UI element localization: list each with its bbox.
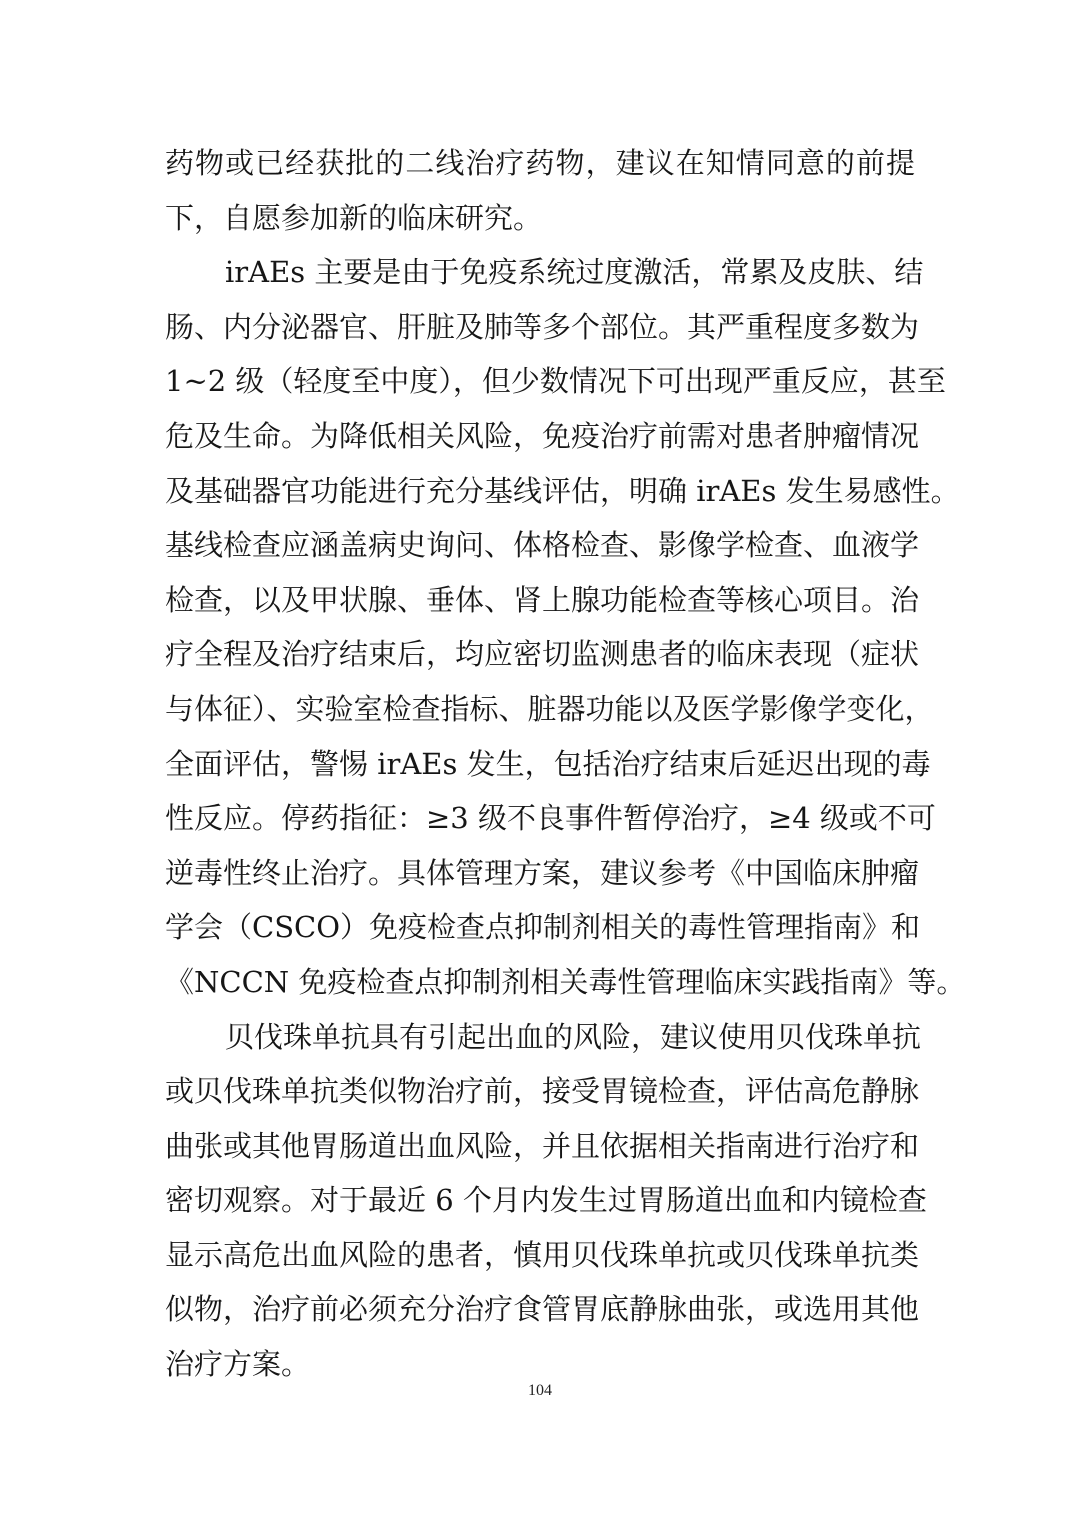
- text-line: 药物或已经获批的二线治疗药物，建议在知情同意的前提: [165, 146, 915, 180]
- body-text: [165, 136, 966, 1392]
- text-line: 下，自愿参加新的临床研究。: [165, 200, 543, 235]
- text-line: 全面评估，警惕 irAEs 发生，包括治疗结束后延迟出现的毒: [165, 746, 931, 781]
- text-line: 密切观察。对于最近 6 个月内发生过胃肠道出血和内镜检查: [165, 1183, 927, 1218]
- text-line: 与体征）、实验室检查指标、脏器功能以及医学影像学变化，: [165, 691, 934, 726]
- text-line: 危及生命。为降低相关风险，免疫治疗前需对患者肿瘤情况: [165, 418, 920, 453]
- text-line: 《NCCN 免疫检查点抑制剂相关毒性管理临床实践指南》等。: [165, 964, 966, 999]
- text-line: 显示高危出血风险的患者，慎用贝伐珠单抗或贝伐珠单抗类: [165, 1237, 920, 1272]
- text-line: 贝伐珠单抗具有引起出血的风险，建议使用贝伐珠单抗: [225, 1019, 922, 1054]
- page-number: 104: [528, 1382, 552, 1399]
- text-line: 曲张或其他胃肠道出血风险，并且依据相关指南进行治疗和: [165, 1128, 920, 1163]
- text-line: 肠、内分泌器官、肝脏及肺等多个部位。其严重程度多数为: [165, 309, 920, 344]
- text-line: 及基础器官功能进行充分基线评估，明确 irAEs 发生易感性。: [165, 473, 960, 508]
- text-line: 逆毒性终止治疗。具体管理方案，建议参考《中国临床肿瘤: [165, 855, 920, 890]
- text-line: 似物，治疗前必须充分治疗食管胃底静脉曲张，或选用其他: [165, 1292, 920, 1327]
- text-line: irAEs 主要是由于免疫系统过度激活，常累及皮肤、结: [225, 255, 924, 290]
- text-line: 性反应。停药指征：≥3 级不良事件暂停治疗，≥4 级或不可: [165, 801, 936, 836]
- text-line: 1~2 级（轻度至中度），但少数情况下可出现严重反应，甚至: [165, 364, 946, 399]
- text-line: 治疗方案。: [165, 1347, 311, 1382]
- text-line: 或贝伐珠单抗类似物治疗前，接受胃镜检查，评估高危静脉: [165, 1074, 920, 1109]
- text-line: 基线检查应涵盖病史询问、体格检查、影像学检查、血液学: [165, 528, 920, 563]
- text-line: 检查，以及甲状腺、垂体、肾上腺功能检查等核心项目。治: [165, 582, 920, 617]
- text-line: 疗全程及治疗结束后，均应密切监测患者的临床表现（症状: [165, 637, 920, 672]
- text-line: 学会（CSCO）免疫检查点抑制剂相关的毒性管理指南》和: [165, 910, 921, 945]
